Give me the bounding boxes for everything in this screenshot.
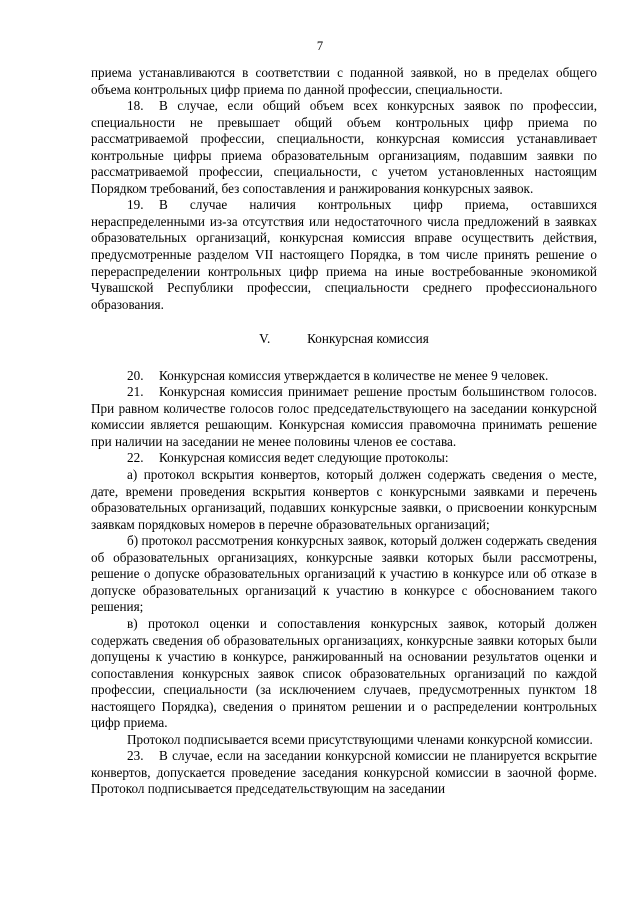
paragraph-number: 20. bbox=[127, 367, 144, 383]
paragraph-text: а) протокол вскрытия конвертов, который должен содержать сведения о месте, дате, времени проведения вскрытия конвертов с конкурсными заявками и перечень образовательных организаций, подавших конкурсные заявки, о присвоении конкурсным заявкам порядковых номеров в перечне образовательных организаций; bbox=[91, 467, 597, 532]
paragraph-text: в) протокол оценки и сопоставления конкурсных заявок, который должен содержать сведения об образовательных организациях, конкурсные заявки которых были допущены к участию в конкурсе, ранжированный на основании результатов оценки и сопоставления конкурсных заявок список образовательных организаций по каждой профессии, специальности (за исключением случаев, предусмотренных пунктом 18 настоящего Порядка), сведения о принятом решении и о распределении контрольных цифр приема. bbox=[91, 615, 597, 731]
paragraph bbox=[91, 467, 597, 533]
paragraph bbox=[91, 384, 597, 450]
paragraph bbox=[91, 197, 597, 313]
paragraph bbox=[91, 98, 597, 197]
paragraph-text: б) протокол рассмотрения конкурсных заявок, который должен содержать сведения об образовательных организациях, конкурсные заявки которых были рассмотрены, решение о допуске образовательных организаций к участию в конкурсе или об отказе в допуске образовательных организаций к участию в конкурсе с обоснованием такого решения; bbox=[91, 533, 597, 615]
paragraph-text: приема устанавливаются в соответствии с поданной заявкой, но в пределах общего объема контрольных цифр приема по данной профессии, специальности. bbox=[91, 65, 597, 97]
paragraph-text: В случае, если на заседании конкурсной комиссии не планируется вскрытие конвертов, допускается проведение заседания конкурсной комиссии в заочной форме. Протокол подписывается председательствующим на заседании bbox=[91, 748, 597, 797]
paragraph bbox=[91, 748, 597, 798]
paragraph-text: Конкурсная комиссия принимает решение простым большинством голосов. При равном количестве голосов голос председательствующего на заседании конкурсной комиссии является решающим. Конкурсная комиссия правомочна принимать решение при наличии на заседании не менее половины членов ее состава. bbox=[91, 384, 597, 449]
section-title: Конкурсная комиссия bbox=[307, 331, 429, 347]
paragraph bbox=[91, 368, 597, 385]
paragraph-number: 18. bbox=[127, 98, 144, 114]
paragraphs-after-section bbox=[91, 368, 597, 798]
paragraph bbox=[91, 732, 597, 749]
paragraph bbox=[91, 65, 597, 98]
paragraph bbox=[91, 533, 597, 616]
paragraphs-before-section bbox=[91, 65, 597, 313]
page-number: 7 bbox=[316, 39, 324, 53]
paragraph-text: В случае, если общий объем всех конкурсных заявок по профессии, специальности не превышает общий объем контрольных цифр приема по рассматриваемой профессии, специальности, конкурсная комиссия устанавливает контрольные цифры приема образовательным организациям, подавшим заявки по рассматриваемой профессии, специальности, с учетом установленных настоящим Порядком требований, без сопоставления и ранжирования конкурсных заявок. bbox=[91, 98, 597, 196]
paragraph bbox=[91, 450, 597, 467]
paragraph-number: 22. bbox=[127, 450, 144, 466]
paragraph-text: Протокол подписывается всеми присутствующими членами конкурсной комиссии. bbox=[127, 731, 593, 747]
paragraph-number: 19. bbox=[127, 197, 144, 213]
paragraph-number: 21. bbox=[127, 384, 144, 400]
section-number: V. bbox=[259, 331, 271, 347]
paragraph-number: 23. bbox=[127, 748, 144, 764]
paragraph-text: В случае наличия контрольных цифр приема, оставшихся нераспределенными из-за отсутствия или недостаточного числа предложений в заявках образовательных организаций, конкурсная комиссия вправе осуществить действия, предусмотренные разделом VII настоящего Порядка, в том числе принять решение о перераспределении контрольных цифр приема на иные востребованные экономикой Чувашской Республики профессии, специальности среднего профессионального образования. bbox=[91, 197, 597, 312]
paragraph-text: Конкурсная комиссия ведет следующие протоколы: bbox=[159, 450, 449, 466]
document-body bbox=[91, 65, 597, 798]
section-heading bbox=[91, 331, 597, 348]
paragraph-text: Конкурсная комиссия утверждается в количестве не менее 9 человек. bbox=[159, 367, 549, 383]
paragraph bbox=[91, 616, 597, 732]
